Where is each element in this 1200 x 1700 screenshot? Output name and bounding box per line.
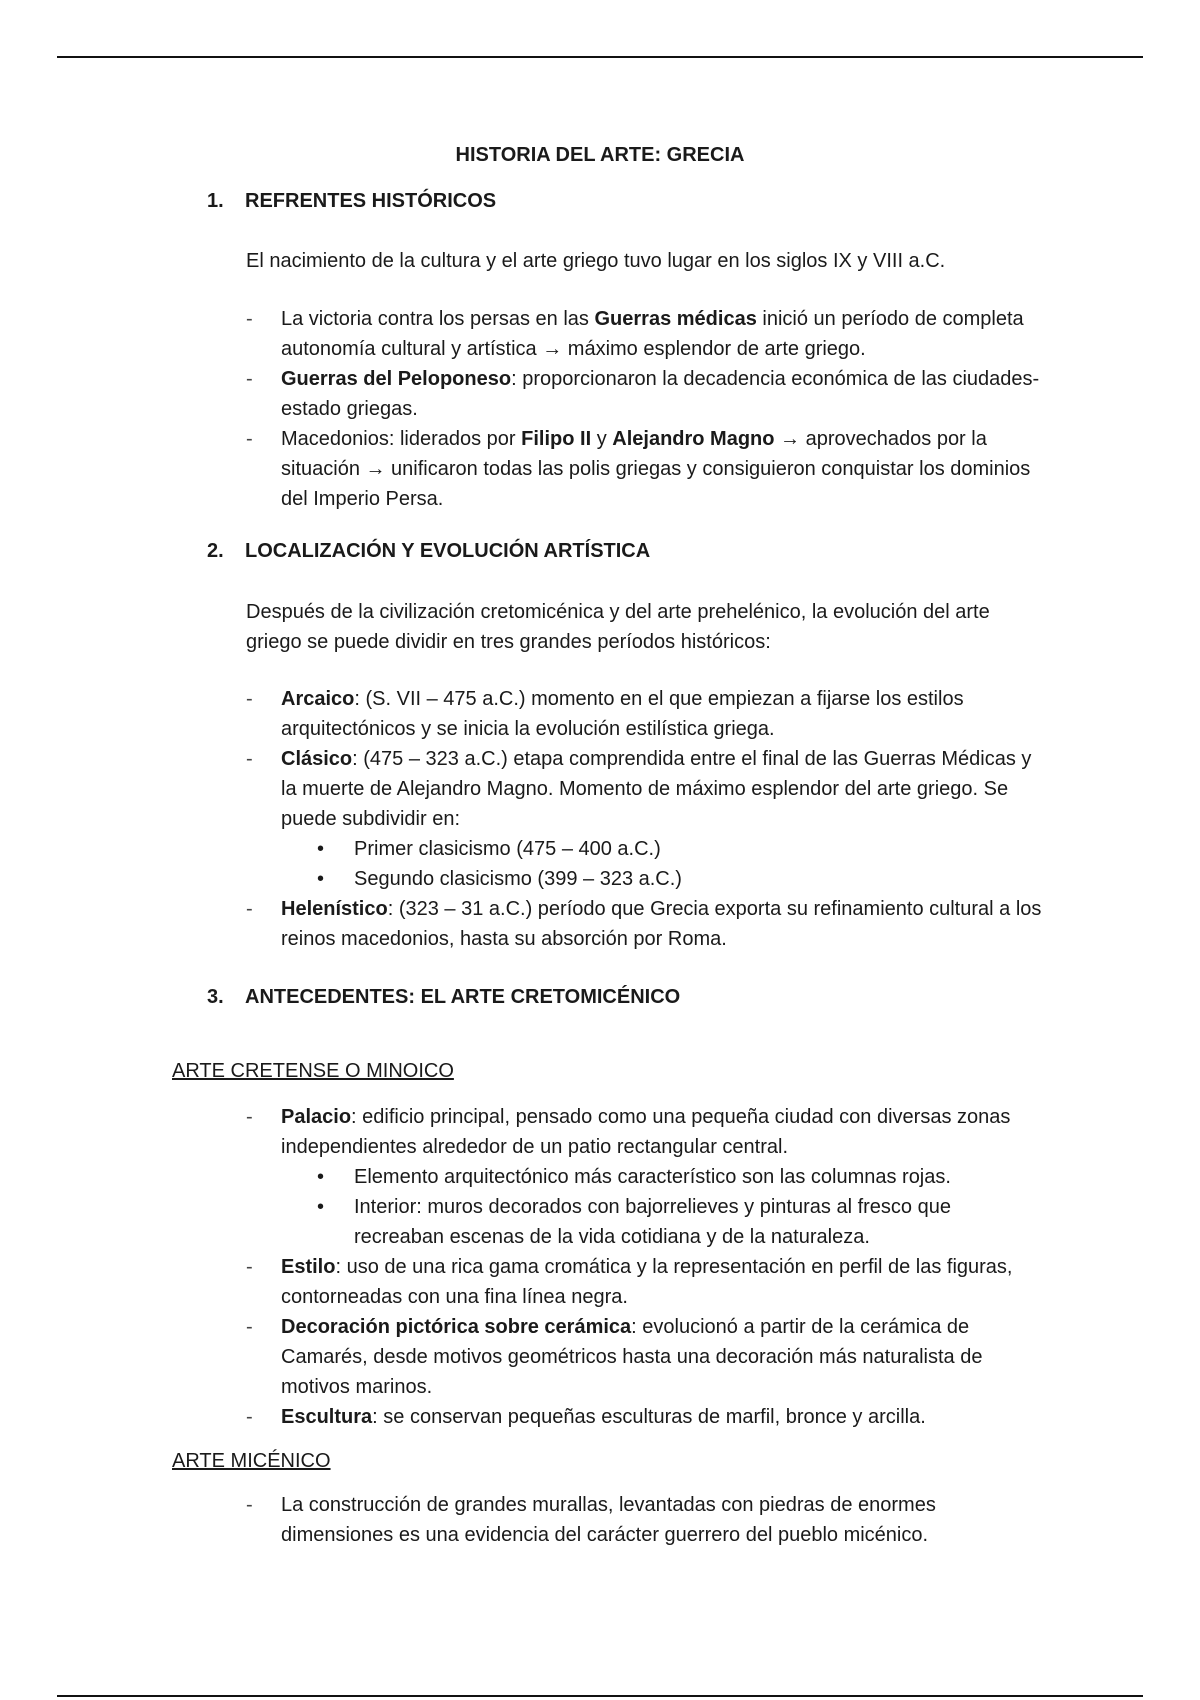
section-number: 2. [207, 540, 224, 562]
sub-list-item: • Primer clasicismo (475 – 400 a.C.) [281, 834, 1046, 864]
list-item: - Escultura: se conservan pequeñas esculturas de marfil, bronce y arcilla. [246, 1402, 1046, 1432]
page-title: HISTORIA DEL ARTE: GRECIA [455, 144, 745, 166]
subsection-heading-cretense: ARTE CRETENSE O MINOICO [172, 1060, 454, 1082]
sub-list-item: • Elemento arquitectónico más característico son las columnas rojas. [281, 1162, 1046, 1192]
list-item: - Clásico: (475 – 323 a.C.) etapa comprendida entre el final de las Guerras Médicas y la muerte de Alejandro Magno. Momento de máximo esplendor del arte griego. Se puede subdividir en: • Primer clasicismo (475 – 400 a.C.) • Segundo clasicismo (399 – 323 a.C.) [246, 744, 1046, 894]
section-title: LOCALIZACIÓN Y EVOLUCIÓN ARTÍSTICA [245, 540, 651, 562]
list-item: - Decoración pictórica sobre cerámica: evolucionó a partir de la cerámica de Camarés, desde motivos geométricos hasta una decoración más naturalista de motivos marinos. [246, 1312, 1046, 1402]
section-title: ANTECEDENTES: EL ARTE CRETOMICÉNICO [245, 986, 681, 1008]
sub-list [281, 1162, 1046, 1252]
section-2-list [246, 684, 1046, 954]
section-2-heading [207, 536, 650, 566]
list-item: - Estilo: uso de una rica gama cromática y la representación en perfil de las figuras, contorneadas con una fina línea negra. [246, 1252, 1046, 1312]
section-number: 1. [207, 190, 224, 212]
sub-list [281, 834, 1046, 894]
micenico-list [246, 1490, 1046, 1550]
section-title: REFRENTES HISTÓRICOS [245, 190, 497, 212]
section-1-list [246, 304, 1046, 514]
sub-list-item: • Segundo clasicismo (399 – 323 a.C.) [281, 864, 1046, 894]
cretense-list [246, 1102, 1046, 1432]
section-1-heading [207, 186, 496, 216]
list-item: - La victoria contra los persas en las Guerras médicas inició un período de completa autonomía cultural y artística → máximo esplendor de arte griego. [246, 304, 1046, 364]
section-2-intro: Después de la civilización cretomicénica y del arte prehelénico, la evolución del arte griego se puede dividir en tres grandes períodos históricos: [246, 601, 990, 653]
list-item: - Guerras del Peloponeso: proporcionaron la decadencia económica de las ciudades-estado griegas. [246, 364, 1046, 424]
section-3-heading [207, 982, 680, 1012]
list-item: - Arcaico: (S. VII – 475 a.C.) momento en el que empiezan a fijarse los estilos arquitectónicos y se inicia la evolución estilística griega. [246, 684, 1046, 744]
list-item: - Helenístico: (323 – 31 a.C.) período que Grecia exporta su refinamiento cultural a los reinos macedonios, hasta su absorción por Roma. [246, 894, 1046, 954]
sub-list-item: • Interior: muros decorados con bajorrelieves y pinturas al fresco que recreaban escenas de la vida cotidiana y de la naturaleza. [281, 1192, 1046, 1252]
section-1-intro: El nacimiento de la cultura y el arte griego tuvo lugar en los siglos IX y VIII a.C. [246, 250, 946, 272]
top-rule [57, 56, 1143, 58]
list-item: - La construcción de grandes murallas, levantadas con piedras de enormes dimensiones es una evidencia del carácter guerrero del pueblo micénico. [246, 1490, 1046, 1550]
bottom-rule [57, 1695, 1143, 1697]
list-item: - Macedonios: liderados por Filipo II y Alejandro Magno → aprovechados por la situación → unificaron todas las polis griegas y consiguieron conquistar los dominios del Imperio Persa. [246, 424, 1046, 514]
subsection-heading-micenico: ARTE MICÉNICO [172, 1450, 331, 1472]
section-number: 3. [207, 986, 224, 1008]
list-item: - Palacio: edificio principal, pensado como una pequeña ciudad con diversas zonas independientes alrededor de un patio rectangular central. • Elemento arquitectónico más característico son las columnas rojas. • Interior: muros decorados con bajorrelieves y pinturas al fresco que recreaban escenas de la vida cotidiana y de la naturaleza. [246, 1102, 1046, 1252]
